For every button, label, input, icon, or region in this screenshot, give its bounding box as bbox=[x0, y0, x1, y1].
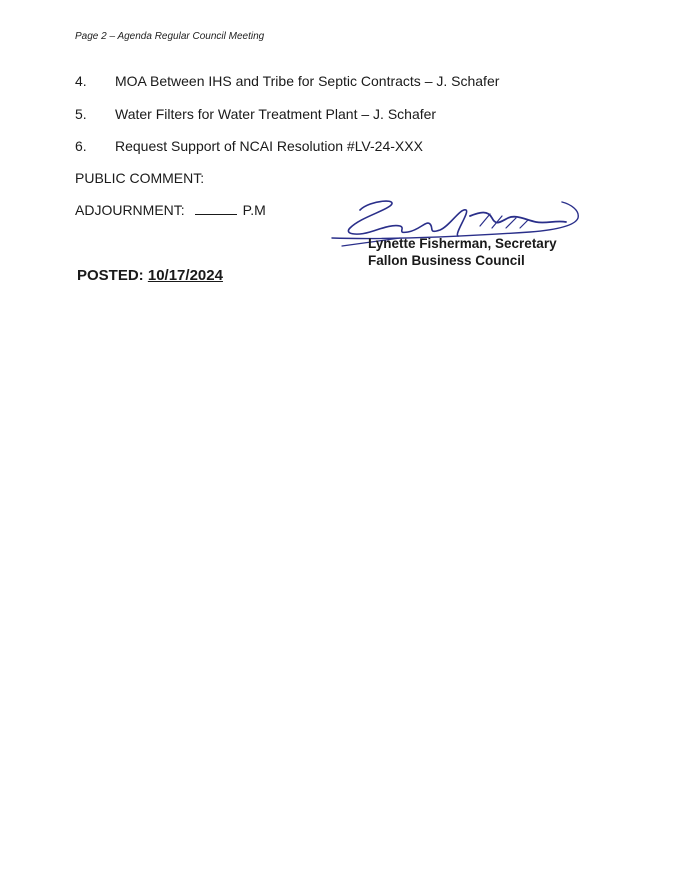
signer-organization: Fallon Business Council bbox=[368, 253, 525, 268]
agenda-item bbox=[75, 138, 423, 154]
posted-date: 10/17/2024 bbox=[147, 267, 223, 284]
adjournment-label: ADJOURNMENT: bbox=[75, 202, 185, 218]
signature-block bbox=[368, 235, 557, 269]
public-comment-heading: PUBLIC COMMENT: bbox=[75, 170, 205, 186]
posted-date-line bbox=[77, 267, 223, 284]
adjournment-blank bbox=[195, 202, 237, 215]
agenda-item bbox=[75, 106, 436, 122]
signer-name: Lynette Fisherman, Secretary bbox=[368, 236, 557, 251]
agenda-item-text: Request Support of NCAI Resolution #LV-24-XXX bbox=[115, 138, 423, 154]
adjournment-suffix: P.M bbox=[242, 202, 266, 218]
agenda-item bbox=[75, 73, 499, 89]
adjournment-line bbox=[75, 202, 266, 218]
agenda-item-number: 6. bbox=[75, 138, 87, 154]
running-header: Page 2 – Agenda Regular Council Meeting bbox=[75, 31, 265, 42]
agenda-item-number: 5. bbox=[75, 106, 87, 122]
agenda-item-text: Water Filters for Water Treatment Plant – J. Schafer bbox=[115, 106, 437, 122]
agenda-item-text: MOA Between IHS and Tribe for Septic Contracts – J. Schafer bbox=[115, 73, 500, 89]
posted-label: POSTED: bbox=[77, 267, 144, 284]
agenda-item-number: 4. bbox=[75, 73, 87, 89]
